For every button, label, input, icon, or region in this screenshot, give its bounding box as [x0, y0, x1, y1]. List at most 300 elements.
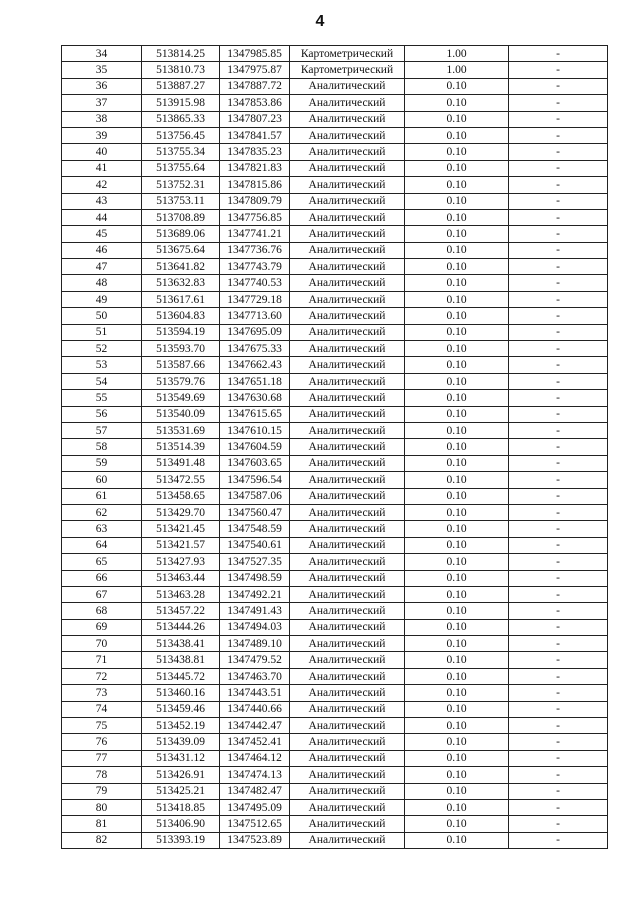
remark-cell: -	[509, 701, 608, 717]
accuracy-cell: 0.10	[405, 111, 509, 127]
method-cell: Аналитический	[290, 554, 405, 570]
remark-cell: -	[509, 537, 608, 553]
remark-cell: -	[509, 586, 608, 602]
point-number-cell: 67	[62, 586, 142, 602]
point-number-cell: 38	[62, 111, 142, 127]
y-coordinate-cell: 1347807.23	[220, 111, 290, 127]
accuracy-cell: 0.10	[405, 603, 509, 619]
method-cell: Аналитический	[290, 783, 405, 799]
table-row	[62, 521, 608, 537]
y-coordinate-cell: 1347527.35	[220, 554, 290, 570]
method-cell: Аналитический	[290, 767, 405, 783]
y-coordinate-cell: 1347540.61	[220, 537, 290, 553]
remark-cell: -	[509, 734, 608, 750]
remark-cell: -	[509, 127, 608, 143]
y-coordinate-cell: 1347523.89	[220, 832, 290, 848]
x-coordinate-cell: 513445.72	[142, 668, 220, 684]
remark-cell: -	[509, 177, 608, 193]
point-number-cell: 73	[62, 685, 142, 701]
y-coordinate-cell: 1347587.06	[220, 488, 290, 504]
y-coordinate-cell: 1347615.65	[220, 406, 290, 422]
point-number-cell: 81	[62, 816, 142, 832]
table-row	[62, 537, 608, 553]
remark-cell: -	[509, 111, 608, 127]
x-coordinate-cell: 513689.06	[142, 226, 220, 242]
accuracy-cell: 0.10	[405, 422, 509, 438]
y-coordinate-cell: 1347887.72	[220, 78, 290, 94]
y-coordinate-cell: 1347498.59	[220, 570, 290, 586]
remark-cell: -	[509, 554, 608, 570]
y-coordinate-cell: 1347743.79	[220, 259, 290, 275]
accuracy-cell: 0.10	[405, 242, 509, 258]
method-cell: Аналитический	[290, 521, 405, 537]
y-coordinate-cell: 1347651.18	[220, 373, 290, 389]
remark-cell: -	[509, 160, 608, 176]
remark-cell: -	[509, 439, 608, 455]
y-coordinate-cell: 1347809.79	[220, 193, 290, 209]
point-number-cell: 78	[62, 767, 142, 783]
point-number-cell: 82	[62, 832, 142, 848]
x-coordinate-cell: 513406.90	[142, 816, 220, 832]
method-cell: Аналитический	[290, 324, 405, 340]
table-row	[62, 324, 608, 340]
method-cell: Аналитический	[290, 209, 405, 225]
accuracy-cell: 0.10	[405, 390, 509, 406]
method-cell: Аналитический	[290, 177, 405, 193]
x-coordinate-cell: 513452.19	[142, 718, 220, 734]
table-row	[62, 701, 608, 717]
x-coordinate-cell: 513915.98	[142, 95, 220, 111]
method-cell: Аналитический	[290, 668, 405, 684]
method-cell: Аналитический	[290, 816, 405, 832]
x-coordinate-cell: 513457.22	[142, 603, 220, 619]
remark-cell: -	[509, 62, 608, 78]
accuracy-cell: 0.10	[405, 504, 509, 520]
method-cell: Картометрический	[290, 62, 405, 78]
x-coordinate-cell: 513514.39	[142, 439, 220, 455]
x-coordinate-cell: 513438.81	[142, 652, 220, 668]
remark-cell: -	[509, 718, 608, 734]
method-cell: Аналитический	[290, 127, 405, 143]
accuracy-cell: 1.00	[405, 46, 509, 62]
remark-cell: -	[509, 750, 608, 766]
point-number-cell: 39	[62, 127, 142, 143]
x-coordinate-cell: 513675.64	[142, 242, 220, 258]
accuracy-cell: 0.10	[405, 209, 509, 225]
method-cell: Аналитический	[290, 504, 405, 520]
point-number-cell: 63	[62, 521, 142, 537]
method-cell: Аналитический	[290, 439, 405, 455]
accuracy-cell: 0.10	[405, 718, 509, 734]
method-cell: Аналитический	[290, 603, 405, 619]
point-number-cell: 59	[62, 455, 142, 471]
x-coordinate-cell: 513418.85	[142, 799, 220, 815]
remark-cell: -	[509, 832, 608, 848]
method-cell: Аналитический	[290, 832, 405, 848]
method-cell: Аналитический	[290, 685, 405, 701]
point-number-cell: 74	[62, 701, 142, 717]
accuracy-cell: 0.10	[405, 259, 509, 275]
method-cell: Аналитический	[290, 455, 405, 471]
table-row	[62, 341, 608, 357]
y-coordinate-cell: 1347741.21	[220, 226, 290, 242]
accuracy-cell: 0.10	[405, 799, 509, 815]
table-row	[62, 783, 608, 799]
table-row	[62, 504, 608, 520]
accuracy-cell: 0.10	[405, 734, 509, 750]
x-coordinate-cell: 513459.46	[142, 701, 220, 717]
table-row	[62, 652, 608, 668]
table-row	[62, 422, 608, 438]
point-number-cell: 61	[62, 488, 142, 504]
x-coordinate-cell: 513641.82	[142, 259, 220, 275]
point-number-cell: 41	[62, 160, 142, 176]
accuracy-cell: 0.10	[405, 144, 509, 160]
table-row	[62, 242, 608, 258]
point-number-cell: 62	[62, 504, 142, 520]
x-coordinate-cell: 513594.19	[142, 324, 220, 340]
remark-cell: -	[509, 668, 608, 684]
method-cell: Аналитический	[290, 275, 405, 291]
x-coordinate-cell: 513531.69	[142, 422, 220, 438]
method-cell: Аналитический	[290, 95, 405, 111]
method-cell: Аналитический	[290, 472, 405, 488]
table-row	[62, 750, 608, 766]
method-cell: Аналитический	[290, 160, 405, 176]
remark-cell: -	[509, 799, 608, 815]
accuracy-cell: 0.10	[405, 324, 509, 340]
remark-cell: -	[509, 341, 608, 357]
method-cell: Аналитический	[290, 259, 405, 275]
table-row	[62, 160, 608, 176]
table-row	[62, 832, 608, 848]
point-number-cell: 80	[62, 799, 142, 815]
point-number-cell: 45	[62, 226, 142, 242]
y-coordinate-cell: 1347630.68	[220, 390, 290, 406]
y-coordinate-cell: 1347695.09	[220, 324, 290, 340]
point-number-cell: 54	[62, 373, 142, 389]
y-coordinate-cell: 1347736.76	[220, 242, 290, 258]
accuracy-cell: 0.10	[405, 308, 509, 324]
remark-cell: -	[509, 390, 608, 406]
method-cell: Аналитический	[290, 652, 405, 668]
table-row	[62, 357, 608, 373]
table-row	[62, 619, 608, 635]
table-row	[62, 718, 608, 734]
accuracy-cell: 0.10	[405, 160, 509, 176]
x-coordinate-cell: 513593.70	[142, 341, 220, 357]
remark-cell: -	[509, 259, 608, 275]
point-number-cell: 60	[62, 472, 142, 488]
method-cell: Аналитический	[290, 734, 405, 750]
accuracy-cell: 0.10	[405, 127, 509, 143]
remark-cell: -	[509, 291, 608, 307]
point-number-cell: 69	[62, 619, 142, 635]
y-coordinate-cell: 1347440.66	[220, 701, 290, 717]
point-number-cell: 66	[62, 570, 142, 586]
y-coordinate-cell: 1347729.18	[220, 291, 290, 307]
accuracy-cell: 0.10	[405, 275, 509, 291]
accuracy-cell: 0.10	[405, 291, 509, 307]
method-cell: Аналитический	[290, 488, 405, 504]
remark-cell: -	[509, 193, 608, 209]
remark-cell: -	[509, 78, 608, 94]
accuracy-cell: 0.10	[405, 685, 509, 701]
point-number-cell: 72	[62, 668, 142, 684]
remark-cell: -	[509, 619, 608, 635]
x-coordinate-cell: 513426.91	[142, 767, 220, 783]
point-number-cell: 55	[62, 390, 142, 406]
method-cell: Аналитический	[290, 78, 405, 94]
method-cell: Аналитический	[290, 422, 405, 438]
accuracy-cell: 0.10	[405, 521, 509, 537]
table-row	[62, 554, 608, 570]
point-number-cell: 75	[62, 718, 142, 734]
table-row	[62, 439, 608, 455]
accuracy-cell: 0.10	[405, 767, 509, 783]
method-cell: Аналитический	[290, 406, 405, 422]
y-coordinate-cell: 1347975.87	[220, 62, 290, 78]
point-number-cell: 57	[62, 422, 142, 438]
accuracy-cell: 0.10	[405, 783, 509, 799]
x-coordinate-cell: 513887.27	[142, 78, 220, 94]
method-cell: Картометрический	[290, 46, 405, 62]
accuracy-cell: 0.10	[405, 406, 509, 422]
remark-cell: -	[509, 570, 608, 586]
table-row	[62, 603, 608, 619]
accuracy-cell: 0.10	[405, 357, 509, 373]
y-coordinate-cell: 1347560.47	[220, 504, 290, 520]
remark-cell: -	[509, 636, 608, 652]
method-cell: Аналитический	[290, 226, 405, 242]
x-coordinate-cell: 513540.09	[142, 406, 220, 422]
y-coordinate-cell: 1347610.15	[220, 422, 290, 438]
coordinates-table-body	[62, 46, 608, 849]
remark-cell: -	[509, 455, 608, 471]
point-number-cell: 37	[62, 95, 142, 111]
x-coordinate-cell: 513425.21	[142, 783, 220, 799]
y-coordinate-cell: 1347495.09	[220, 799, 290, 815]
x-coordinate-cell: 513444.26	[142, 619, 220, 635]
remark-cell: -	[509, 46, 608, 62]
method-cell: Аналитический	[290, 718, 405, 734]
x-coordinate-cell: 513463.28	[142, 586, 220, 602]
method-cell: Аналитический	[290, 701, 405, 717]
accuracy-cell: 0.10	[405, 652, 509, 668]
x-coordinate-cell: 513810.73	[142, 62, 220, 78]
remark-cell: -	[509, 783, 608, 799]
table-row	[62, 373, 608, 389]
accuracy-cell: 0.10	[405, 816, 509, 832]
table-row	[62, 209, 608, 225]
accuracy-cell: 1.00	[405, 62, 509, 78]
remark-cell: -	[509, 373, 608, 389]
point-number-cell: 64	[62, 537, 142, 553]
table-row	[62, 816, 608, 832]
table-row	[62, 799, 608, 815]
point-number-cell: 34	[62, 46, 142, 62]
x-coordinate-cell: 513814.25	[142, 46, 220, 62]
table-row	[62, 111, 608, 127]
point-number-cell: 71	[62, 652, 142, 668]
y-coordinate-cell: 1347841.57	[220, 127, 290, 143]
table-row	[62, 767, 608, 783]
point-number-cell: 49	[62, 291, 142, 307]
x-coordinate-cell: 513865.33	[142, 111, 220, 127]
y-coordinate-cell: 1347604.59	[220, 439, 290, 455]
method-cell: Аналитический	[290, 537, 405, 553]
table-row	[62, 734, 608, 750]
accuracy-cell: 0.10	[405, 95, 509, 111]
method-cell: Аналитический	[290, 242, 405, 258]
y-coordinate-cell: 1347479.52	[220, 652, 290, 668]
table-row	[62, 275, 608, 291]
point-number-cell: 35	[62, 62, 142, 78]
point-number-cell: 51	[62, 324, 142, 340]
y-coordinate-cell: 1347443.51	[220, 685, 290, 701]
accuracy-cell: 0.10	[405, 439, 509, 455]
x-coordinate-cell: 513427.93	[142, 554, 220, 570]
y-coordinate-cell: 1347489.10	[220, 636, 290, 652]
point-number-cell: 50	[62, 308, 142, 324]
x-coordinate-cell: 513753.11	[142, 193, 220, 209]
point-number-cell: 52	[62, 341, 142, 357]
method-cell: Аналитический	[290, 570, 405, 586]
y-coordinate-cell: 1347675.33	[220, 341, 290, 357]
point-number-cell: 56	[62, 406, 142, 422]
table-row	[62, 62, 608, 78]
y-coordinate-cell: 1347821.83	[220, 160, 290, 176]
y-coordinate-cell: 1347713.60	[220, 308, 290, 324]
remark-cell: -	[509, 324, 608, 340]
remark-cell: -	[509, 226, 608, 242]
coordinates-table	[61, 45, 608, 849]
table-row	[62, 78, 608, 94]
method-cell: Аналитический	[290, 390, 405, 406]
x-coordinate-cell: 513752.31	[142, 177, 220, 193]
y-coordinate-cell: 1347512.65	[220, 816, 290, 832]
x-coordinate-cell: 513549.69	[142, 390, 220, 406]
table-row	[62, 636, 608, 652]
method-cell: Аналитический	[290, 193, 405, 209]
accuracy-cell: 0.10	[405, 78, 509, 94]
accuracy-cell: 0.10	[405, 668, 509, 684]
method-cell: Аналитический	[290, 636, 405, 652]
table-row	[62, 144, 608, 160]
y-coordinate-cell: 1347662.43	[220, 357, 290, 373]
x-coordinate-cell: 513617.61	[142, 291, 220, 307]
remark-cell: -	[509, 521, 608, 537]
table-row	[62, 455, 608, 471]
remark-cell: -	[509, 488, 608, 504]
x-coordinate-cell: 513604.83	[142, 308, 220, 324]
point-number-cell: 68	[62, 603, 142, 619]
table-row	[62, 488, 608, 504]
method-cell: Аналитический	[290, 308, 405, 324]
x-coordinate-cell: 513587.66	[142, 357, 220, 373]
accuracy-cell: 0.10	[405, 193, 509, 209]
y-coordinate-cell: 1347442.47	[220, 718, 290, 734]
y-coordinate-cell: 1347740.53	[220, 275, 290, 291]
remark-cell: -	[509, 603, 608, 619]
point-number-cell: 42	[62, 177, 142, 193]
remark-cell: -	[509, 144, 608, 160]
table-row	[62, 95, 608, 111]
x-coordinate-cell: 513439.09	[142, 734, 220, 750]
point-number-cell: 43	[62, 193, 142, 209]
method-cell: Аналитический	[290, 291, 405, 307]
method-cell: Аналитический	[290, 144, 405, 160]
table-row	[62, 291, 608, 307]
table-row	[62, 406, 608, 422]
point-number-cell: 65	[62, 554, 142, 570]
remark-cell: -	[509, 767, 608, 783]
x-coordinate-cell: 513756.45	[142, 127, 220, 143]
x-coordinate-cell: 513472.55	[142, 472, 220, 488]
remark-cell: -	[509, 816, 608, 832]
table-row	[62, 177, 608, 193]
accuracy-cell: 0.10	[405, 750, 509, 766]
accuracy-cell: 0.10	[405, 455, 509, 471]
y-coordinate-cell: 1347494.03	[220, 619, 290, 635]
table-row	[62, 586, 608, 602]
remark-cell: -	[509, 472, 608, 488]
y-coordinate-cell: 1347491.43	[220, 603, 290, 619]
point-number-cell: 70	[62, 636, 142, 652]
accuracy-cell: 0.10	[405, 570, 509, 586]
x-coordinate-cell: 513463.44	[142, 570, 220, 586]
point-number-cell: 44	[62, 209, 142, 225]
x-coordinate-cell: 513438.41	[142, 636, 220, 652]
method-cell: Аналитический	[290, 619, 405, 635]
accuracy-cell: 0.10	[405, 586, 509, 602]
point-number-cell: 58	[62, 439, 142, 455]
point-number-cell: 46	[62, 242, 142, 258]
accuracy-cell: 0.10	[405, 701, 509, 717]
x-coordinate-cell: 513421.45	[142, 521, 220, 537]
x-coordinate-cell: 513755.34	[142, 144, 220, 160]
accuracy-cell: 0.10	[405, 636, 509, 652]
remark-cell: -	[509, 406, 608, 422]
table-row	[62, 390, 608, 406]
x-coordinate-cell: 513429.70	[142, 504, 220, 520]
y-coordinate-cell: 1347548.59	[220, 521, 290, 537]
method-cell: Аналитический	[290, 111, 405, 127]
y-coordinate-cell: 1347603.65	[220, 455, 290, 471]
accuracy-cell: 0.10	[405, 472, 509, 488]
method-cell: Аналитический	[290, 586, 405, 602]
y-coordinate-cell: 1347835.23	[220, 144, 290, 160]
point-number-cell: 77	[62, 750, 142, 766]
x-coordinate-cell: 513460.16	[142, 685, 220, 701]
table-row	[62, 259, 608, 275]
y-coordinate-cell: 1347482.47	[220, 783, 290, 799]
x-coordinate-cell: 513579.76	[142, 373, 220, 389]
remark-cell: -	[509, 685, 608, 701]
table-row	[62, 127, 608, 143]
accuracy-cell: 0.10	[405, 619, 509, 635]
table-row	[62, 570, 608, 586]
y-coordinate-cell: 1347492.21	[220, 586, 290, 602]
remark-cell: -	[509, 275, 608, 291]
point-number-cell: 40	[62, 144, 142, 160]
point-number-cell: 47	[62, 259, 142, 275]
point-number-cell: 48	[62, 275, 142, 291]
x-coordinate-cell: 513458.65	[142, 488, 220, 504]
remark-cell: -	[509, 95, 608, 111]
y-coordinate-cell: 1347756.85	[220, 209, 290, 225]
x-coordinate-cell: 513755.64	[142, 160, 220, 176]
